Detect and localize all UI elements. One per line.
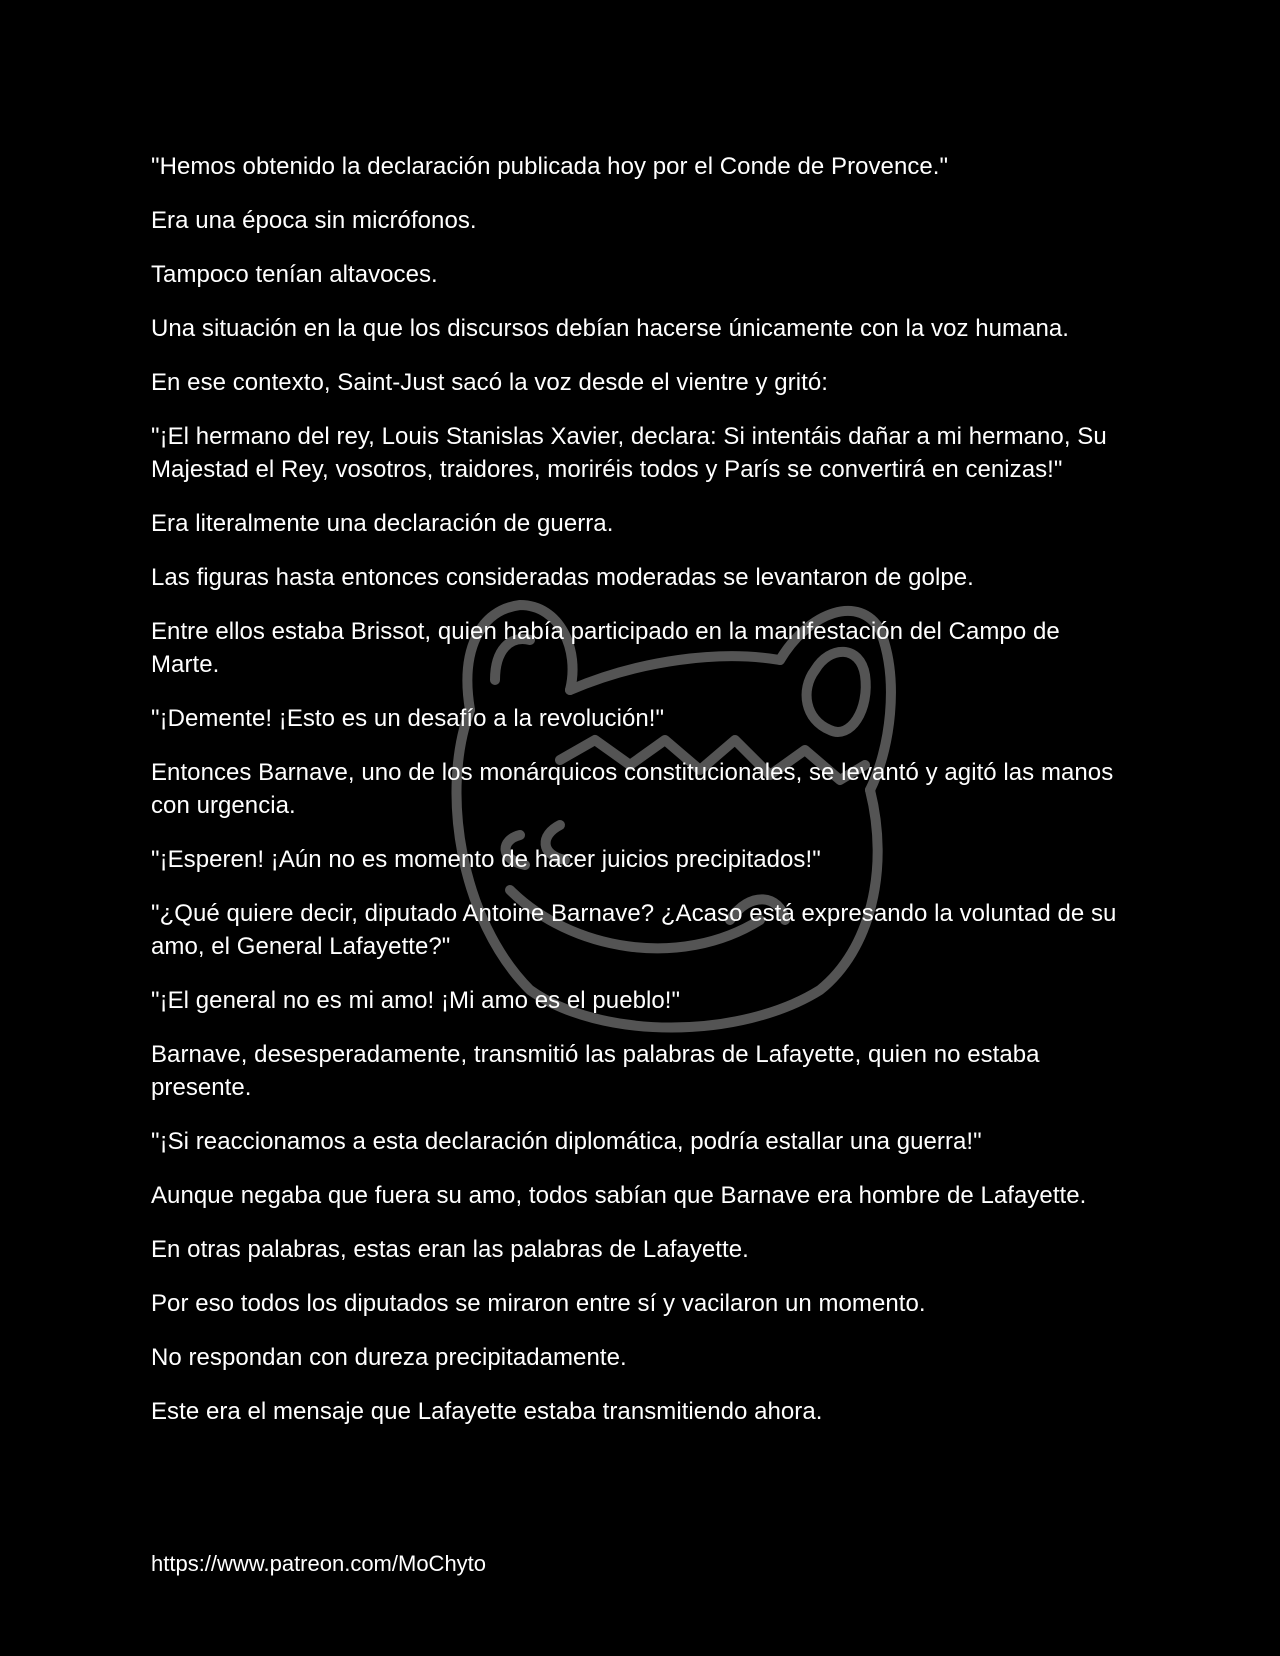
paragraph: "¿Qué quiere decir, diputado Antoine Barnave? ¿Acaso está expresando la voluntad de su amo, el General Lafayette?" (151, 900, 1117, 960)
paragraph: Era una época sin micrófonos. (151, 207, 477, 234)
paragraph: Este era el mensaje que Lafayette estaba transmitiendo ahora. (151, 1398, 823, 1425)
paragraph: "¡El hermano del rey, Louis Stanislas Xavier, declara: Si intentáis dañar a mi hermano, Su Majestad el Rey, vosotros, traidores, moriréis todos y París se convertirá en cenizas!" (151, 423, 1107, 483)
paragraph: "¡El general no es mi amo! ¡Mi amo es el pueblo!" (151, 987, 681, 1014)
paragraph: En otras palabras, estas eran las palabras de Lafayette. (151, 1236, 749, 1263)
paragraph: Una situación en la que los discursos debían hacerse únicamente con la voz humana. (151, 315, 1069, 342)
paragraph: "¡Esperen! ¡Aún no es momento de hacer juicios precipitados!" (151, 846, 821, 873)
paragraph: "¡Demente! ¡Esto es un desafío a la revolución!" (151, 705, 665, 732)
paragraph: Entre ellos estaba Brissot, quien había participado en la manifestación del Campo de Marte. (151, 618, 1060, 678)
paragraph: Por eso todos los diputados se miraron entre sí y vacilaron un momento. (151, 1290, 926, 1317)
paragraph: Entonces Barnave, uno de los monárquicos constitucionales, se levantó y agitó las manos con urgencia. (151, 759, 1114, 819)
document-body (151, 150, 1131, 1449)
paragraph: Aunque negaba que fuera su amo, todos sabían que Barnave era hombre de Lafayette. (151, 1182, 1087, 1209)
paragraph: "Hemos obtenido la declaración publicada hoy por el Conde de Provence." (151, 153, 949, 180)
paragraph: Tampoco tenían altavoces. (151, 261, 438, 288)
paragraph: No respondan con dureza precipitadamente. (151, 1344, 627, 1371)
paragraph: Barnave, desesperadamente, transmitió las palabras de Lafayette, quien no estaba presente. (151, 1041, 1040, 1101)
paragraph: Las figuras hasta entonces consideradas moderadas se levantaron de golpe. (151, 564, 974, 591)
patreon-link[interactable]: https://www.patreon.com/MoChyto (151, 1551, 487, 1576)
paragraph: En ese contexto, Saint-Just sacó la voz desde el vientre y gritó: (151, 369, 828, 396)
paragraph: "¡Si reaccionamos a esta declaración diplomática, podría estallar una guerra!" (151, 1128, 982, 1155)
paragraph: Era literalmente una declaración de guerra. (151, 510, 614, 537)
